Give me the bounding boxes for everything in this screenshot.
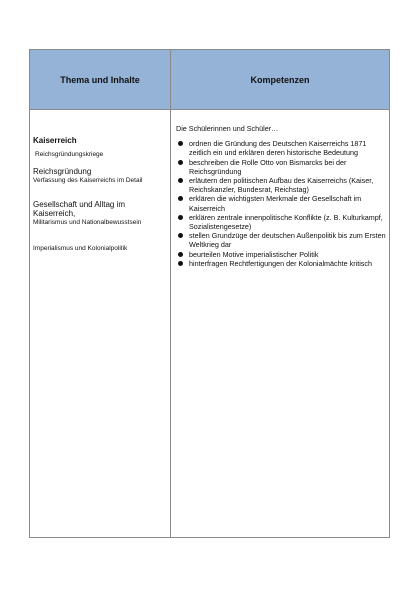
topic-gesellschaft: Gesellschaft und Alltag im Kaiserreich, (33, 200, 126, 218)
bullet-icon (178, 233, 183, 238)
topic-militarismus: Militarismus und Nationalbewusstsein (33, 219, 142, 226)
list-item: stellen Grundzüge der deutschen Außenpolitik bis zum Ersten Weltkrieg dar (176, 231, 386, 249)
bullet-icon (178, 261, 183, 266)
bullet-icon (178, 141, 183, 146)
list-item: ordnen die Gründung des Deutschen Kaiserreichs 1871 zeitlich ein und erklären deren historische Bedeutung (176, 139, 386, 157)
topic-reichsgruendung: Reichsgründung (33, 167, 92, 176)
header-topics: Thema und Inhalte (60, 75, 140, 85)
competencies-column (176, 124, 386, 268)
header-competencies: Kompetenzen (250, 75, 310, 85)
competencies-intro: Die Schülerinnen und Schüler… (176, 124, 279, 133)
competencies-list (176, 139, 386, 268)
list-item: erklären zentrale innenpolitische Konflikte (z. B. Kulturkampf, Sozialistengesetze) (176, 213, 386, 231)
topic-reichsgruendungskriege: Reichsgründungskriege (35, 151, 104, 158)
bullet-icon (178, 215, 183, 220)
topic-verfassung: Verfassung des Kaiserreichs im Detail (33, 177, 143, 184)
bullet-icon (178, 178, 183, 183)
bullet-icon (178, 160, 183, 165)
topics-column (33, 136, 169, 253)
list-item: erläutern den politischen Aufbau des Kaiserreichs (Kaiser, Reichskanzler, Bundesrat, Reichstag) (176, 176, 386, 194)
curriculum-table (29, 49, 390, 538)
list-item: erklären die wichtigsten Merkmale der Gesellschaft im Kaiserreich (176, 194, 386, 212)
list-item: beschreiben die Rolle Otto von Bismarcks bei der Reichsgründung (176, 158, 386, 176)
bullet-icon (178, 196, 183, 201)
column-divider (170, 50, 171, 537)
bullet-icon (178, 252, 183, 257)
list-item: hinterfragen Rechtfertigungen der Kolonialmächte kritisch (176, 259, 386, 268)
topic-kaiserreich: Kaiserreich (33, 136, 77, 145)
list-item: beurteilen Motive imperialistischer Politik (176, 250, 386, 259)
topic-imperialismus: Imperialismus und Kolonialpolitik (33, 245, 128, 252)
table-header-row (30, 50, 389, 110)
